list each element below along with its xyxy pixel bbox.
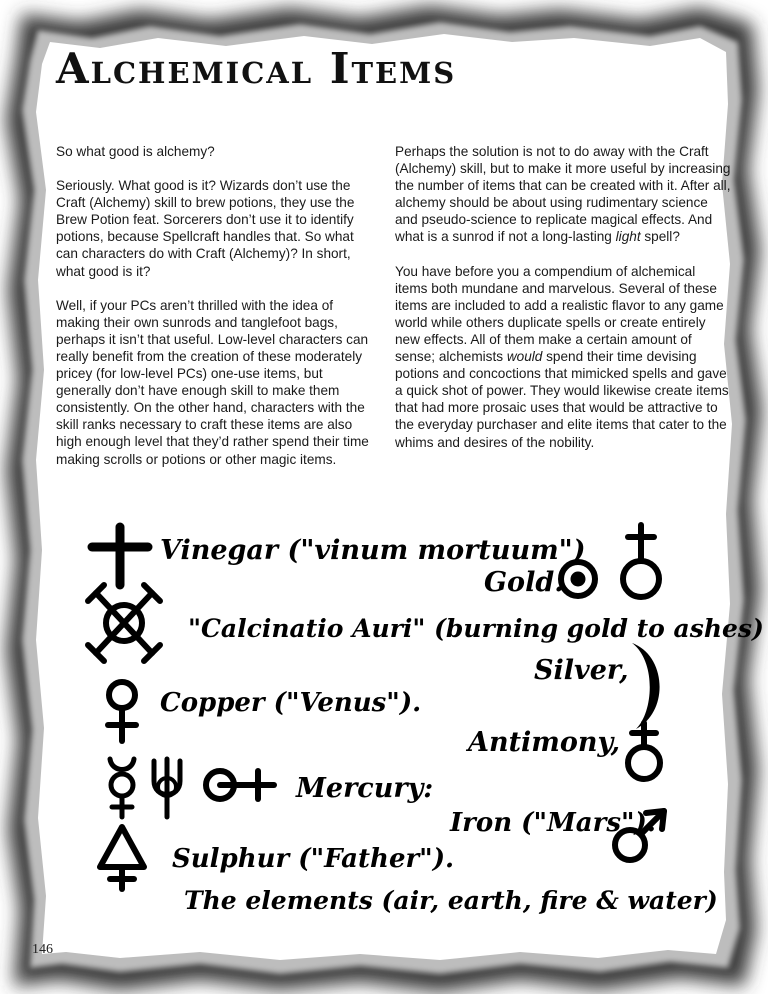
- paragraph: Well, if your PCs aren’t thrilled with the idea of making their own sunrods and tanglefoot bags, perhaps it isn’t that useful. Low-level characters can really benefit from the creation of these moderately pricey (for low-level PCs) one-use items, but generally don’t have enough skill to make them consistently. On the other hand, characters with the skill ranks necessary to craft these items are also high enough level that they’d rather spend their time making scrolls or potions or other magic items.: [56, 297, 369, 467]
- paragraph: Perhaps the solution is not to do away with the Craft (Alchemy) skill, but to make it more useful by increasing the number of items that can be created with it. After all, alchemy should be about using rudimentary science and pseudo-science to replicate magical effects. And what is a sunrod if not a long-lasting light spell?: [395, 144, 731, 245]
- mercury-alt-symbol-icon: [154, 759, 180, 817]
- gold-circle-icon: [561, 562, 595, 596]
- sulphur-symbol-icon: [100, 827, 144, 889]
- calcinatio-symbol-icon: [88, 585, 160, 661]
- label-vinegar: Vinegar ("vinum mortuum"): [160, 535, 586, 566]
- label-sulphur: Sulphur ("Father").: [172, 844, 455, 874]
- emphasis-light: light: [615, 229, 641, 245]
- emphasis-would: would: [506, 349, 543, 365]
- right-text-column: [395, 143, 731, 468]
- antimony-symbol-icon: [628, 723, 660, 779]
- paragraph: Seriously. What good is it? Wizards don’t use the Craft (Alchemy) skill to brew potions, they use the Brew Potion feat. Sorcerers don’t use it to identify potions, because Spellcraft handles that. So what can characters do with Craft (Alchemy)? In short, what good is it?: [56, 178, 355, 279]
- page-number: 146: [32, 942, 53, 957]
- mercury-symbol-icon: [110, 759, 134, 817]
- label-mercury: Mercury:: [296, 773, 434, 804]
- copper-venus-icon: [108, 682, 136, 741]
- paragraph: You have before you a compendium of alchemical items both mundane and marvelous. Several of these items are included to add a realistic flavor to any game world while others duplicate spells or create entirely new effects. All of them make a certain amount of sense; alchemists would spend their time devising potions and concoctions that mimicked spells and gave a quick shot of power. They would likewise create items that had more prosaic uses that would be attractive to the everyday purchaser and elite items that cater to the whims and desires of the nobility.: [395, 263, 729, 450]
- mercury-circle-cross-icon: [206, 771, 274, 799]
- vinegar-cross-icon: [92, 527, 148, 585]
- left-text-column: [56, 143, 372, 485]
- page-title: Alchemical Items: [56, 44, 457, 93]
- label-elements: The elements (air, earth, fire & water): [184, 886, 718, 915]
- label-silver: Silver,: [534, 655, 629, 686]
- paragraph: So what good is alchemy?: [56, 144, 215, 159]
- gold-circle-cross-icon: [623, 525, 659, 597]
- silver-moon-icon: [632, 643, 660, 729]
- label-copper: Copper ("Venus").: [160, 688, 422, 718]
- label-gold: Gold.: [484, 567, 564, 598]
- label-antimony: Antimony,: [468, 727, 621, 758]
- label-iron: Iron ("Mars").: [450, 808, 656, 838]
- label-calcinatio: "Calcinatio Auri" (burning gold to ashes): [188, 614, 764, 643]
- alchemical-symbols-figure: [84, 515, 764, 925]
